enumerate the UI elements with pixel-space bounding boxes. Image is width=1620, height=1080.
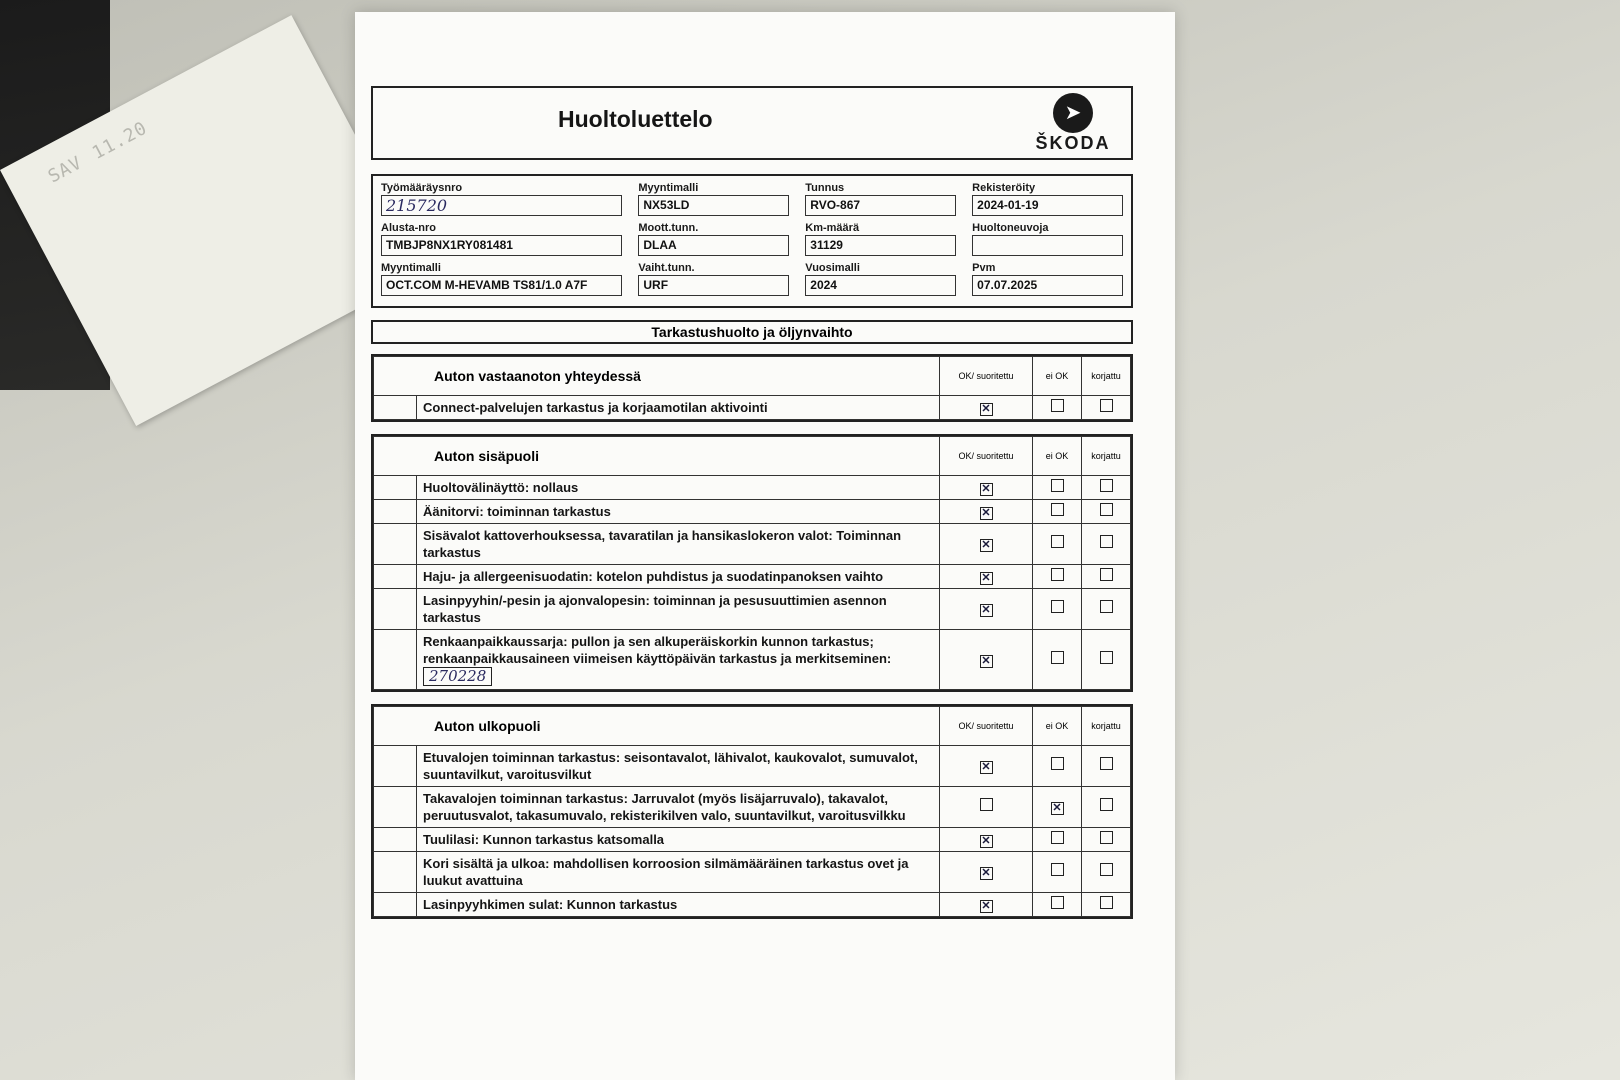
info-field bbox=[381, 182, 622, 216]
checkbox-cell bbox=[940, 524, 1033, 565]
col-header-korjattu: korjattu bbox=[1082, 357, 1131, 396]
checkbox-korjattu[interactable] bbox=[1100, 831, 1113, 844]
col-header-ei-ok: ei OK bbox=[1033, 437, 1082, 476]
checklist-table bbox=[373, 436, 1131, 690]
checklist-group bbox=[371, 354, 1133, 422]
checkbox-korjattu[interactable] bbox=[1100, 568, 1113, 581]
field-value: OCT.COM M-HEVAMB TS81/1.0 A7F bbox=[381, 275, 622, 296]
row-bullet bbox=[374, 893, 417, 917]
field-label: Moott.tunn. bbox=[638, 222, 699, 234]
checkbox-cell bbox=[940, 852, 1033, 893]
field-value bbox=[972, 235, 1123, 256]
checkbox-ei-ok[interactable] bbox=[1051, 399, 1064, 412]
checklist-table bbox=[373, 706, 1131, 917]
checkbox-ok[interactable] bbox=[980, 604, 993, 617]
row-bullet bbox=[374, 565, 417, 589]
checkbox-korjattu[interactable] bbox=[1100, 600, 1113, 613]
info-field bbox=[381, 262, 622, 296]
checkbox-korjattu[interactable] bbox=[1100, 503, 1113, 516]
checkbox-cell bbox=[940, 500, 1033, 524]
checklist-row bbox=[374, 500, 1131, 524]
checkbox-cell bbox=[1082, 500, 1131, 524]
receipt-line: 11.20 bbox=[88, 117, 151, 164]
field-label: Myyntimalli bbox=[638, 182, 699, 194]
group-title: Auton vastaanoton yhteydessä bbox=[374, 357, 940, 396]
field-value: DLAA bbox=[638, 235, 789, 256]
checkbox-cell bbox=[1082, 524, 1131, 565]
checkbox-ei-ok[interactable] bbox=[1051, 651, 1064, 664]
checklist-row bbox=[374, 524, 1131, 565]
checklist-row bbox=[374, 589, 1131, 630]
checkbox-cell bbox=[1033, 630, 1082, 690]
field-value: 07.07.2025 bbox=[972, 275, 1123, 296]
item-text: Etuvalojen toiminnan tarkastus: seisontavalot, lähivalot, kaukovalot, sumuvalot, suuntavilkut, varoitusvilkut bbox=[417, 746, 940, 787]
checkbox-cell bbox=[1033, 565, 1082, 589]
field-value: RVO-867 bbox=[805, 195, 956, 216]
checklist-row bbox=[374, 893, 1131, 917]
col-header-korjattu: korjattu bbox=[1082, 707, 1131, 746]
handwritten-note: 270228 bbox=[423, 667, 492, 686]
vehicle-info-box bbox=[371, 174, 1133, 308]
checkbox-cell bbox=[940, 787, 1033, 828]
row-bullet bbox=[374, 787, 417, 828]
checklist-row bbox=[374, 396, 1131, 420]
checklist-row bbox=[374, 787, 1131, 828]
section-title: Tarkastushuolto ja öljynvaihto bbox=[371, 320, 1133, 344]
checkbox-cell bbox=[940, 476, 1033, 500]
col-header-ok: OK/ suoritettu bbox=[940, 357, 1033, 396]
field-value: 2024-01-19 bbox=[972, 195, 1123, 216]
checkbox-cell bbox=[1082, 828, 1131, 852]
field-label: Alusta-nro bbox=[381, 222, 436, 234]
field-value: 31129 bbox=[805, 235, 956, 256]
checkbox-cell bbox=[1082, 893, 1131, 917]
row-bullet bbox=[374, 396, 417, 420]
checkbox-cell bbox=[940, 589, 1033, 630]
checkbox-ok[interactable] bbox=[980, 403, 993, 416]
item-text: Lasinpyyhin/-pesin ja ajonvalopesin: toiminnan ja pesusuuttimien asennon tarkastus bbox=[417, 589, 940, 630]
checkbox-cell bbox=[1033, 893, 1082, 917]
checkbox-cell bbox=[940, 746, 1033, 787]
checklist-table bbox=[373, 356, 1131, 420]
checkbox-cell bbox=[1033, 828, 1082, 852]
info-row bbox=[381, 182, 1123, 216]
skoda-arrow-icon: ➤ bbox=[1053, 93, 1093, 133]
checklist-groups bbox=[371, 354, 1133, 919]
checklist-group bbox=[371, 704, 1133, 919]
checkbox-cell bbox=[1082, 630, 1131, 690]
checkbox-ok[interactable] bbox=[980, 835, 993, 848]
col-header-ei-ok: ei OK bbox=[1033, 357, 1082, 396]
info-row bbox=[381, 262, 1123, 296]
item-text: Takavalojen toiminnan tarkastus: Jarruvalot (myös lisäjarruvalo), takavalot, peruutusvalot, takasumuvalo, rekisterikilven valo, suuntavilkut, varoitusvilkku bbox=[417, 787, 940, 828]
skoda-logo bbox=[1025, 93, 1121, 154]
field-label: Km-määrä bbox=[805, 222, 860, 234]
checkbox-ei-ok[interactable] bbox=[1051, 600, 1064, 613]
field-label: Huoltoneuvoja bbox=[972, 222, 1049, 234]
checkbox-cell bbox=[1033, 746, 1082, 787]
checkbox-cell bbox=[940, 630, 1033, 690]
checkbox-ok[interactable] bbox=[980, 483, 993, 496]
group-title: Auton sisäpuoli bbox=[374, 437, 940, 476]
item-text: Sisävalot kattoverhouksessa, tavaratilan ja hansikaslokeron valot: Toiminnan tarkastus bbox=[417, 524, 940, 565]
row-bullet bbox=[374, 589, 417, 630]
checkbox-korjattu[interactable] bbox=[1100, 399, 1113, 412]
info-field bbox=[805, 222, 956, 256]
info-field bbox=[381, 222, 622, 256]
field-label: Rekisteröity bbox=[972, 182, 1036, 194]
info-field bbox=[972, 222, 1123, 256]
info-field bbox=[638, 182, 789, 216]
document-title: Huoltoluettelo bbox=[558, 106, 713, 132]
item-text: Haju- ja allergeenisuodatin: kotelon puhdistus ja suodatinpanoksen vaihto bbox=[417, 565, 940, 589]
checkbox-cell bbox=[1033, 852, 1082, 893]
title-box bbox=[371, 86, 1133, 160]
checklist-row bbox=[374, 630, 1131, 690]
checkbox-ok[interactable] bbox=[980, 655, 993, 668]
info-field bbox=[638, 222, 789, 256]
info-row bbox=[381, 222, 1123, 256]
checkbox-cell bbox=[1033, 524, 1082, 565]
checklist-row bbox=[374, 746, 1131, 787]
checkbox-korjattu[interactable] bbox=[1100, 535, 1113, 548]
row-bullet bbox=[374, 852, 417, 893]
row-bullet bbox=[374, 746, 417, 787]
checkbox-korjattu[interactable] bbox=[1100, 651, 1113, 664]
checkbox-cell bbox=[1082, 589, 1131, 630]
field-value: 2024 bbox=[805, 275, 956, 296]
field-label: Vaiht.tunn. bbox=[638, 262, 695, 274]
checkbox-cell bbox=[1033, 500, 1082, 524]
checkbox-cell bbox=[1082, 852, 1131, 893]
checklist-row bbox=[374, 476, 1131, 500]
info-field bbox=[805, 182, 956, 216]
field-label: Myyntimalli bbox=[381, 262, 441, 274]
field-value: NX53LD bbox=[638, 195, 789, 216]
checkbox-cell bbox=[940, 828, 1033, 852]
info-field bbox=[972, 182, 1123, 216]
checkbox-cell bbox=[1082, 565, 1131, 589]
row-bullet bbox=[374, 524, 417, 565]
item-text: Äänitorvi: toiminnan tarkastus bbox=[417, 500, 940, 524]
field-label: Pvm bbox=[972, 262, 996, 274]
checkbox-ok[interactable] bbox=[980, 798, 993, 811]
item-text: Huoltovälinäyttö: nollaus bbox=[417, 476, 940, 500]
info-field bbox=[638, 262, 789, 296]
document-page bbox=[371, 86, 1133, 931]
checkbox-ok[interactable] bbox=[980, 572, 993, 585]
checkbox-ei-ok[interactable] bbox=[1051, 896, 1064, 909]
field-label: Työmääräysnro bbox=[381, 182, 463, 194]
service-checklist-paper bbox=[355, 12, 1175, 1080]
field-value: 215720 bbox=[381, 195, 622, 216]
row-bullet bbox=[374, 500, 417, 524]
item-text: Kori sisältä ja ulkoa: mahdollisen korroosion silmämääräinen tarkastus ovet ja luukut avattuina bbox=[417, 852, 940, 893]
info-field bbox=[972, 262, 1123, 296]
field-value: URF bbox=[638, 275, 789, 296]
row-bullet bbox=[374, 630, 417, 690]
checkbox-cell bbox=[1082, 396, 1131, 420]
checkbox-ok[interactable] bbox=[980, 507, 993, 520]
field-label: Tunnus bbox=[805, 182, 845, 194]
col-header-ok: OK/ suoritettu bbox=[940, 437, 1033, 476]
checkbox-cell bbox=[940, 396, 1033, 420]
checkbox-cell bbox=[940, 565, 1033, 589]
col-header-ei-ok: ei OK bbox=[1033, 707, 1082, 746]
item-text: Connect-palvelujen tarkastus ja korjaamotilan aktivointi bbox=[417, 396, 940, 420]
col-header-ok: OK/ suoritettu bbox=[940, 707, 1033, 746]
checkbox-ei-ok[interactable] bbox=[1051, 863, 1064, 876]
checkbox-cell bbox=[1033, 476, 1082, 500]
field-value: TMBJP8NX1RY081481 bbox=[381, 235, 622, 256]
checkbox-korjattu[interactable] bbox=[1100, 863, 1113, 876]
item-text: Renkaanpaikkaussarja: pullon ja sen alkuperäiskorkin kunnon tarkastus; renkaanpaikkausaineen viimeisen käyttöpäivän tarkastus ja merkitseminen: 270228 bbox=[417, 630, 940, 690]
checkbox-ei-ok[interactable] bbox=[1051, 503, 1064, 516]
checklist-row bbox=[374, 828, 1131, 852]
checkbox-ok[interactable] bbox=[980, 539, 993, 552]
checkbox-cell bbox=[1033, 787, 1082, 828]
group-title: Auton ulkopuoli bbox=[374, 707, 940, 746]
row-bullet bbox=[374, 828, 417, 852]
field-label: Vuosimalli bbox=[805, 262, 860, 274]
brand-name: ŠKODA bbox=[1035, 133, 1111, 153]
checkbox-cell bbox=[1033, 396, 1082, 420]
checkbox-ei-ok[interactable] bbox=[1051, 535, 1064, 548]
item-text: Lasinpyyhkimen sulat: Kunnon tarkastus bbox=[417, 893, 940, 917]
checkbox-ei-ok[interactable] bbox=[1051, 757, 1064, 770]
checklist-row bbox=[374, 565, 1131, 589]
checklist-group bbox=[371, 434, 1133, 692]
checklist-row bbox=[374, 852, 1131, 893]
checkbox-cell bbox=[1082, 476, 1131, 500]
checkbox-ok[interactable] bbox=[980, 900, 993, 913]
row-bullet bbox=[374, 476, 417, 500]
checkbox-ei-ok[interactable] bbox=[1051, 479, 1064, 492]
checkbox-ei-ok[interactable] bbox=[1051, 831, 1064, 844]
info-field bbox=[805, 262, 956, 296]
checkbox-korjattu[interactable] bbox=[1100, 798, 1113, 811]
checkbox-ei-ok[interactable] bbox=[1051, 802, 1064, 815]
checkbox-cell bbox=[1082, 787, 1131, 828]
checkbox-cell bbox=[1033, 589, 1082, 630]
checkbox-korjattu[interactable] bbox=[1100, 896, 1113, 909]
checkbox-ok[interactable] bbox=[980, 867, 993, 880]
checkbox-korjattu[interactable] bbox=[1100, 757, 1113, 770]
checkbox-ok[interactable] bbox=[980, 761, 993, 774]
checkbox-cell bbox=[940, 893, 1033, 917]
col-header-korjattu: korjattu bbox=[1082, 437, 1131, 476]
item-text: Tuulilasi: Kunnon tarkastus katsomalla bbox=[417, 828, 940, 852]
receipt-line: SAV bbox=[44, 152, 86, 188]
checkbox-cell bbox=[1082, 746, 1131, 787]
checkbox-korjattu[interactable] bbox=[1100, 479, 1113, 492]
checkbox-ei-ok[interactable] bbox=[1051, 568, 1064, 581]
